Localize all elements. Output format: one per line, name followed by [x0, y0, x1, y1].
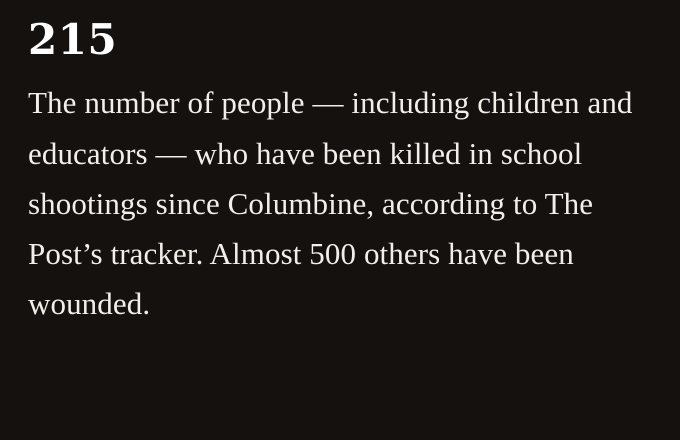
statistic-description: The number of people — including children and educators — who have been killed in school shootings since Columbine, according to The Post’s tracker. Almost 500 others have been wounded. — [28, 85, 633, 322]
statistic-number: 215 — [28, 15, 118, 64]
